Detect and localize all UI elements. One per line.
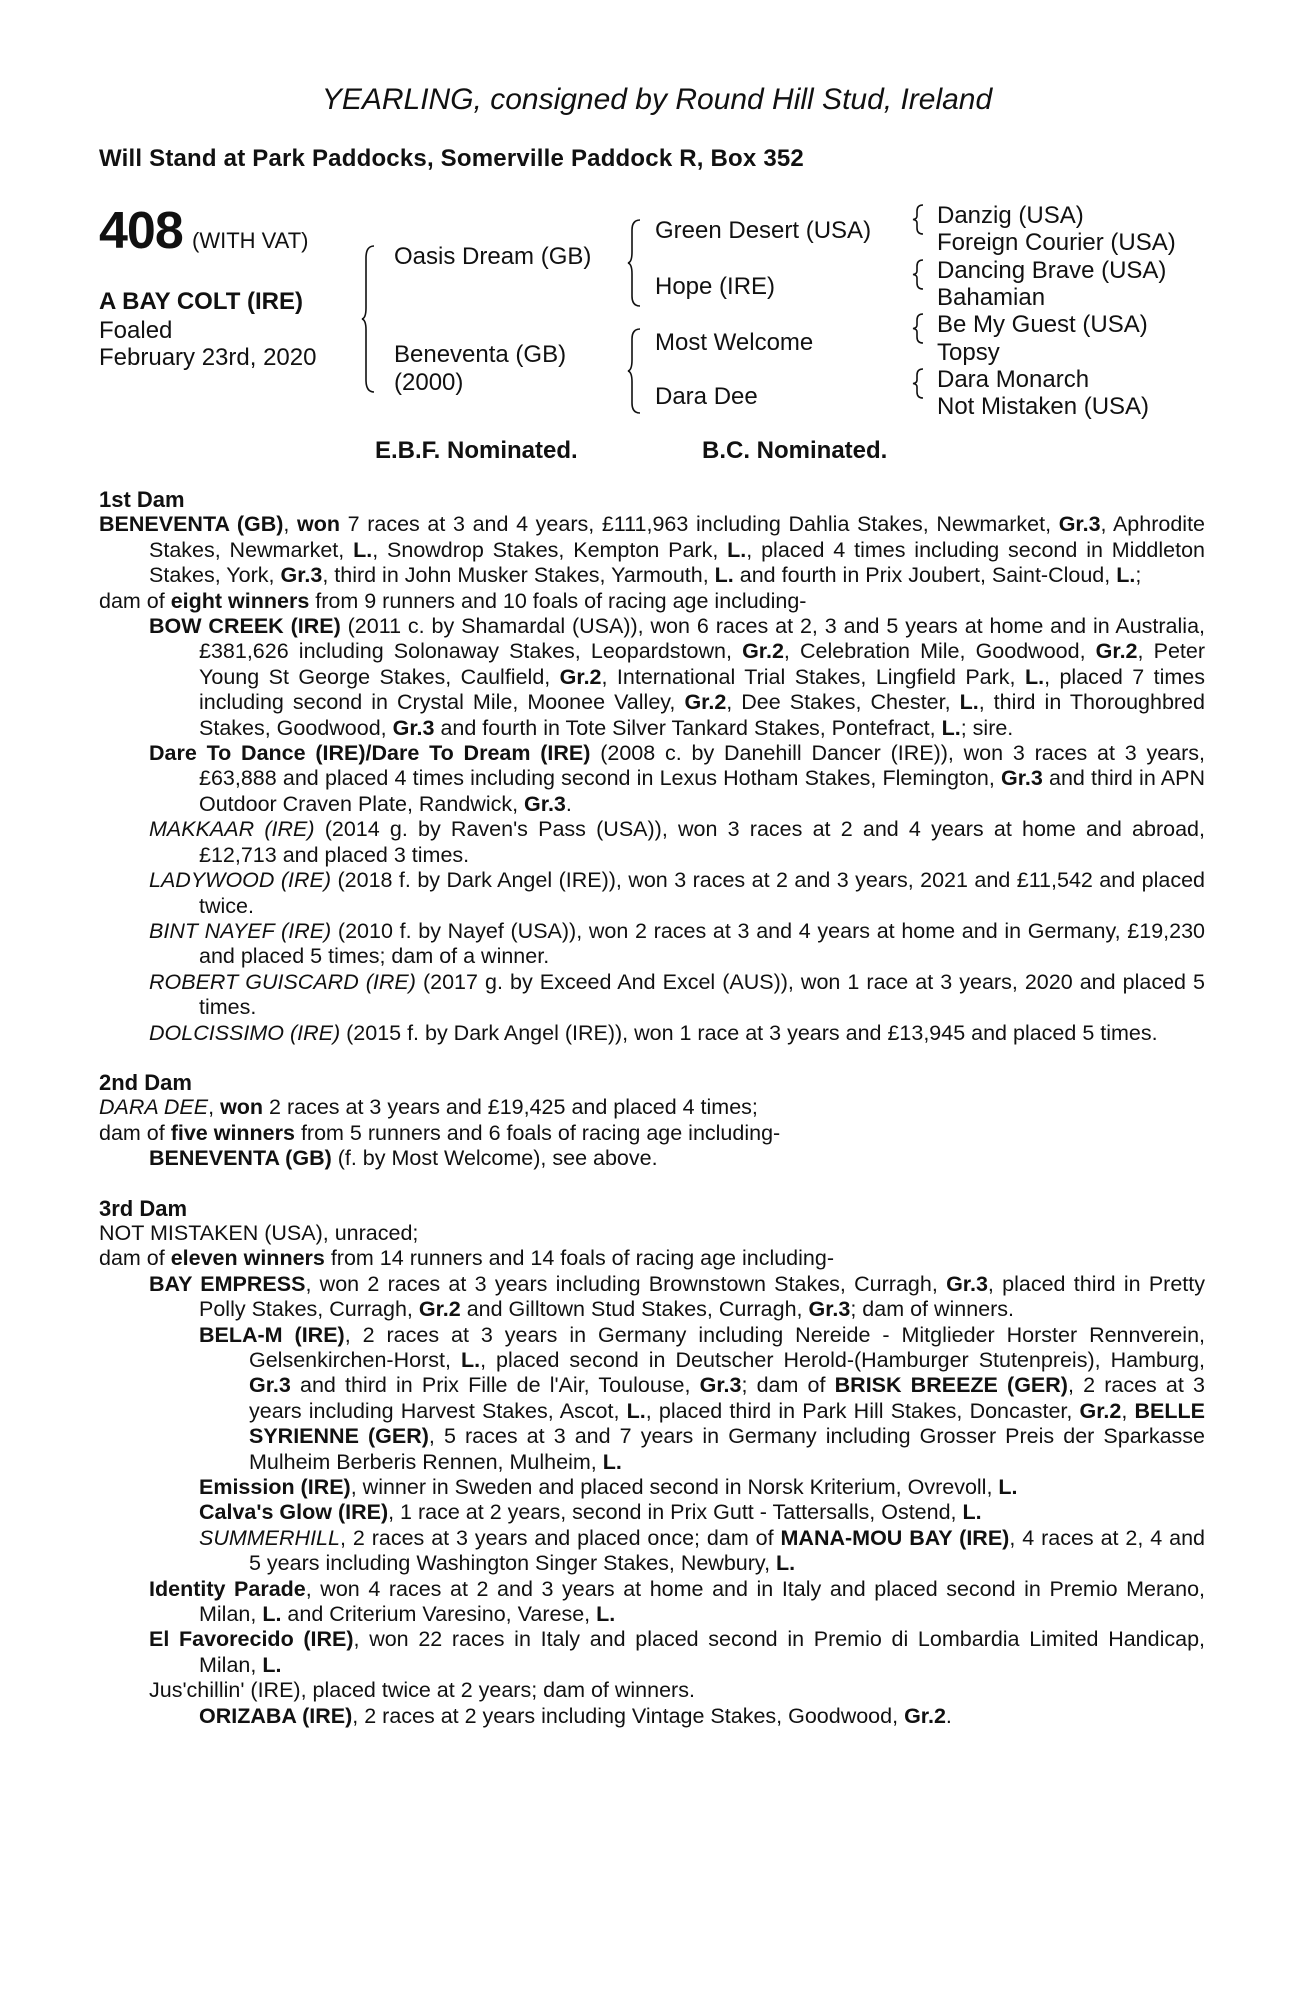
dam-record: BENEVENTA (GB), won 7 races at 3 and 4 years, £111,963 including Dahlia Stakes, Newmarket, Gr.3, Aphrodite Stakes, Newmarket, L., Snowdrop Stakes, Kempton Park, L., placed 4 times including second in Middleton Stakes, York, Gr.3, third in John Musker Stakes, Yarmouth, L. and fourth in Prix Joubert, Saint-Cloud, L.; — [99, 512, 1205, 588]
produce-entry: BENEVENTA (GB) (f. by Most Welcome), see above. — [149, 1146, 658, 1171]
produce-entry: El Favorecido (IRE), won 22 races in Italy and placed second in Premio di Lombardia Limited Handicap, Milan, L. — [149, 1627, 1206, 1677]
ebf-nominated: E.B.F. Nominated. — [375, 437, 578, 464]
horse-name: BELA-M (IRE) — [199, 1322, 345, 1347]
pedigree-bracket-g3-4 — [913, 367, 927, 400]
pedigree-g3-2: Foreign Courier (USA) — [937, 229, 1176, 256]
pedigree-sire-dam: Hope (IRE) — [655, 273, 776, 300]
horse-name: BOW CREEK (IRE) — [149, 614, 341, 639]
pedigree-g3-1: Danzig (USA) — [937, 202, 1084, 229]
pedigree-sire: Oasis Dream (GB) — [394, 243, 592, 270]
foaled-info — [99, 318, 316, 372]
produce-entry: SUMMERHILL, 2 races at 3 years and placed once; dam of MANA-MOU BAY (IRE), 4 races at 2, 4 and 5 years including Washington Singer Stakes, Newbury, L. — [199, 1525, 1205, 1576]
produce-entry: Emission (IRE), winner in Sweden and placed second in Norsk Kriterium, Ovrevoll, L. — [199, 1475, 1018, 1500]
horse-name: DOLCISSIMO (IRE) — [149, 1020, 341, 1045]
horse-name: DARA DEE — [99, 1095, 209, 1120]
horse-name: Emission (IRE) — [199, 1475, 351, 1500]
lot-number: 408 — [99, 202, 183, 260]
produce-entry: Calva's Glow (IRE), 1 race at 2 years, second in Prix Gutt - Tattersalls, Ostend, L. — [199, 1500, 982, 1525]
pedigree-dam-sire: Most Welcome — [655, 329, 814, 356]
lot-name: A BAY COLT (IRE) — [99, 288, 304, 315]
pedigree-g3-3: Dancing Brave (USA) — [937, 257, 1167, 284]
pedigree-g3-5: Be My Guest (USA) — [937, 311, 1148, 338]
horse-name: MAKKAAR (IRE) — [149, 817, 315, 842]
pedigree-bracket-gen1 — [362, 244, 378, 394]
foaled-date: February 23rd, 2020 — [99, 343, 317, 371]
dam-record: DARA DEE, won 2 races at 3 years and £19,425 and placed 4 times; — [99, 1095, 758, 1120]
horse-name: BENEVENTA (GB) — [149, 1146, 332, 1171]
consignment-heading: YEARLING, consigned by Round Hill Stud, Ireland — [321, 83, 993, 116]
produce-entry: MAKKAAR (IRE) (2014 g. by Raven's Pass (USA)), won 3 races at 2 and 4 years at home and abroad, £12,713 and placed 3 times. — [149, 817, 1205, 867]
produce-summary: dam of five winners from 5 runners and 6 foals of racing age including- — [99, 1120, 781, 1145]
produce-entry: ROBERT GUISCARD (IRE) (2017 g. by Exceed And Excel (AUS)), won 1 race at 3 years, 2020 and placed 5 times. — [149, 969, 1205, 1020]
pedigree-dam-year: (2000) — [394, 369, 464, 396]
pedigree-bracket-g3-2 — [913, 258, 927, 291]
produce-entry: BAY EMPRESS, won 2 races at 3 years including Brownstown Stakes, Curragh, Gr.3, placed third in Pretty Polly Stakes, Curragh, Gr.2 and Gilltown Stud Stakes, Curragh, Gr.3; dam of winners. — [149, 1271, 1205, 1322]
horse-name: BAY EMPRESS — [149, 1271, 306, 1296]
horse-name: Dare To Dance (IRE)/Dare To Dream (IRE) — [149, 741, 591, 766]
second-dam-title: 2nd Dam — [99, 1069, 192, 1095]
horse-name: ROBERT GUISCARD (IRE) — [149, 969, 416, 994]
pedigree-g3-6: Topsy — [937, 339, 1000, 366]
pedigree-bracket-sire — [628, 218, 644, 308]
horse-name: Identity Parade — [149, 1576, 306, 1601]
produce-entry: BINT NAYEF (IRE) (2010 f. by Nayef (USA)), won 2 races at 3 and 4 years at home and in Germany, £19,230 and placed 5 times; dam of a winner. — [149, 918, 1205, 969]
pedigree-bracket-g3-1 — [913, 203, 927, 236]
horse-name: ORIZABA (IRE) — [199, 1703, 353, 1728]
first-dam-title: 1st Dam — [99, 487, 185, 512]
pedigree-g3-4: Bahamian — [937, 284, 1046, 311]
catalogue-body — [99, 487, 1205, 1729]
produce-entry: ORIZABA (IRE), 2 races at 2 years including Vintage Stakes, Goodwood, Gr.2. — [199, 1703, 952, 1728]
horse-name: SUMMERHILL — [199, 1525, 340, 1550]
produce-entry: BELA-M (IRE), 2 races at 3 years in Germany including Nereide - Mitglieder Horster Rennverein, Gelsenkirchen-Horst, L., placed second in Deutscher Herold-(Hamburger Stutenpreis), Hamburg, Gr.3 and third in Prix Fille de l'Air, Toulouse, Gr.3; dam of BRISK BREEZE (GER), 2 races at 3 years including Harvest Stakes, Ascot, L., placed third in Park Hill Stakes, Doncaster, Gr.2, BELLE SYRIENNE (GER), 5 races at 3 and 7 years in Germany including Grosser Preis der Sparkasse Mulheim Berberis Rennen, Mulheim, L. — [199, 1322, 1206, 1474]
bc-nominated: B.C. Nominated. — [702, 437, 888, 464]
stand-location: Will Stand at Park Paddocks, Somerville Paddock R, Box 352 — [99, 145, 804, 172]
pedigree-g3-7: Dara Monarch — [937, 366, 1090, 393]
produce-entry: Jus'chillin' (IRE), placed twice at 2 years; dam of winners. — [149, 1678, 695, 1703]
produce-summary: dam of eight winners from 9 runners and 10 foals of racing age including- — [99, 588, 807, 613]
pedigree-dam: Beneventa (GB) — [394, 341, 567, 368]
pedigree-g3-8: Not Mistaken (USA) — [937, 393, 1150, 420]
third-dam-title: 3rd Dam — [99, 1195, 188, 1221]
produce-entry: Identity Parade, won 4 races at 2 and 3 years at home and in Italy and placed second in Premio Merano, Milan, L. and Criterium Varesino, Varese, L. — [149, 1576, 1205, 1627]
dam-record: NOT MISTAKEN (USA), unraced; — [99, 1220, 419, 1245]
horse-name: BINT NAYEF (IRE) — [149, 918, 332, 943]
horse-name: BENEVENTA (GB) — [99, 512, 284, 537]
pedigree-bracket-g3-3 — [913, 312, 927, 345]
horse-name: El Favorecido (IRE) — [149, 1627, 354, 1652]
produce-entry: BOW CREEK (IRE) (2011 c. by Shamardal (USA)), won 6 races at 2, 3 and 5 years at home and in Australia, £381,626 including Solonaway Stakes, Leopardstown, Gr.2, Celebration Mile, Goodwood, Gr.2, Peter Young St George Stakes, Caulfield, Gr.2, International Trial Stakes, Lingfield Park, L., placed 7 times including second in Crystal Mile, Moonee Valley, Gr.2, Dee Stakes, Chester, L., third in Thoroughbred Stakes, Goodwood, Gr.3 and fourth in Tote Silver Tankard Stakes, Pontefract, L.; sire. — [149, 614, 1205, 740]
pedigree-bracket-dam — [628, 327, 644, 415]
produce-summary: dam of eleven winners from 14 runners and 14 foals of racing age including- — [99, 1246, 834, 1271]
pedigree-sire-sire: Green Desert (USA) — [655, 217, 872, 244]
foaled-label: Foaled — [99, 317, 173, 344]
vat-label: (WITH VAT) — [192, 228, 309, 253]
produce-entry: LADYWOOD (IRE) (2018 f. by Dark Angel (IRE)), won 3 races at 2 and 3 years, 2021 and £11,542 and placed twice. — [149, 868, 1205, 918]
horse-name: Calva's Glow (IRE) — [199, 1500, 389, 1525]
pedigree-dam-dam: Dara Dee — [655, 383, 758, 410]
produce-entry: Dare To Dance (IRE)/Dare To Dream (IRE) (2008 c. by Danehill Dancer (IRE)), won 3 races at 3 years, £63,888 and placed 4 times including second in Lexus Hotham Stakes, Flemington, Gr.3 and third in APN Outdoor Craven Plate, Randwick, Gr.3. — [149, 741, 1206, 816]
horse-name: LADYWOOD (IRE) — [149, 868, 332, 893]
produce-entry: DOLCISSIMO (IRE) (2015 f. by Dark Angel (IRE)), won 1 race at 3 years and £13,945 and placed 5 times. — [149, 1020, 1158, 1045]
